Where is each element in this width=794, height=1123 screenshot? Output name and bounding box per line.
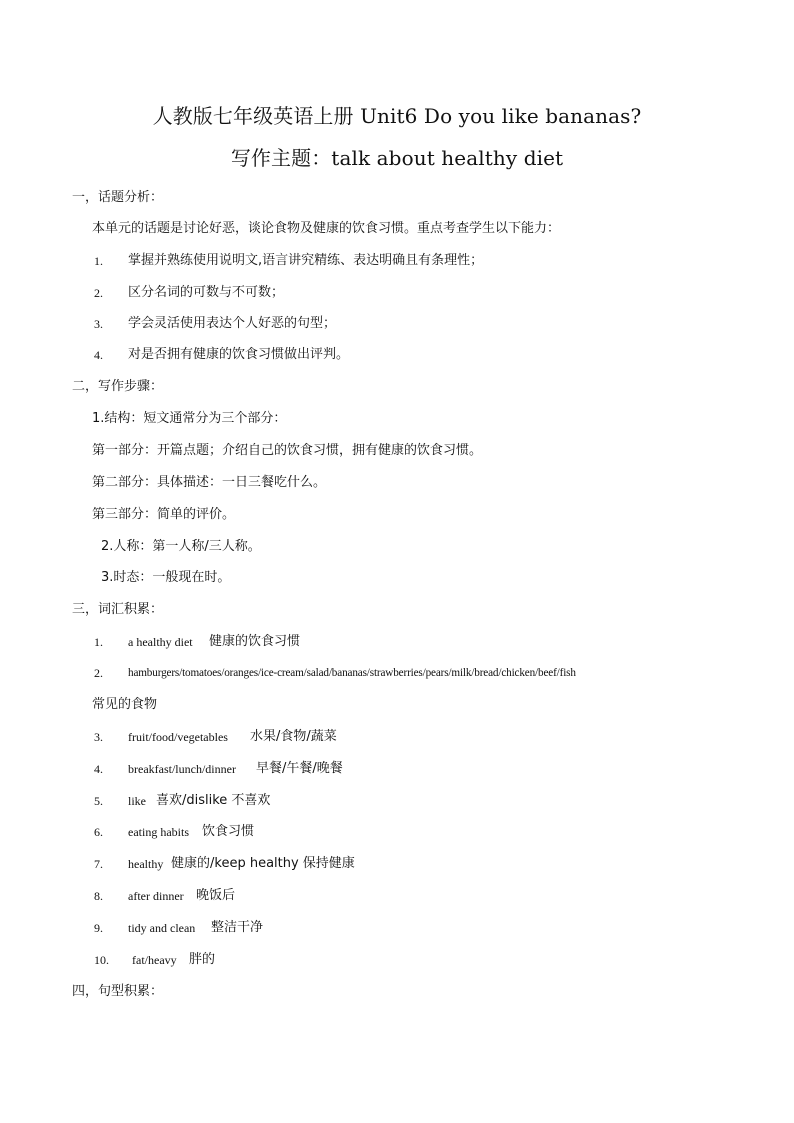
vocab-item-number: 7. (94, 857, 103, 871)
document-title: 人教版七年级英语上册 Unit6 Do you like bananas? (152, 104, 642, 128)
topic-item-number: 4. (94, 348, 103, 362)
vocab-item-number: 8. (94, 889, 103, 903)
writing-step-line: 第一部分：开篇点题；介绍自己的饮食习惯，拥有健康的饮食习惯。 (92, 443, 483, 458)
section-heading-vocabulary: 三，词汇积累： (72, 602, 164, 617)
vocab-item-zh: 常见的食物 (92, 697, 158, 712)
vocab-item-number: 4. (94, 762, 103, 776)
vocab-item-en: a healthy diet (128, 635, 193, 649)
vocab-item-zh: 健康的/keep healthy 保持健康 (171, 856, 355, 871)
topic-item-number: 3. (94, 317, 103, 331)
vocab-item-zh: 饮食习惯 (202, 824, 255, 839)
writing-step-line: 第三部分：简单的评价。 (92, 507, 236, 522)
topic-analysis-intro: 本单元的话题是讨论好恶，谈论食物及健康的饮食习惯。重点考查学生以下能力： (92, 221, 561, 236)
vocab-item-zh: 早餐/午餐/晚餐 (256, 761, 343, 776)
vocab-item-zh: 水果/食物/蔬菜 (250, 729, 337, 744)
vocab-item-number: 5. (94, 794, 103, 808)
topic-item-text: 掌握并熟练使用说明文,语言讲究精练、表达明确且有条理性； (128, 253, 484, 268)
topic-item-text: 对是否拥有健康的饮食习惯做出评判。 (128, 347, 350, 362)
topic-item-text: 学会灵活使用表达个人好恶的句型； (128, 316, 337, 331)
vocab-item-number: 10. (94, 953, 109, 967)
vocab-item-zh: 整洁干净 (211, 920, 264, 935)
writing-step-line: 2.人称：第一人称/三人称。 (101, 539, 261, 554)
section-heading-topic-analysis: 一，话题分析： (72, 190, 164, 205)
topic-item-text: 区分名词的可数与不可数； (128, 285, 285, 300)
document-subtitle: 写作主题：talk about healthy diet (230, 146, 564, 170)
vocab-item-en: after dinner (128, 889, 184, 903)
vocab-item-zh: 胖的 (189, 952, 216, 967)
vocab-item-number: 6. (94, 825, 103, 839)
vocab-item-en: like (128, 794, 146, 808)
vocab-item-en: breakfast/lunch/dinner (128, 762, 236, 776)
writing-step-line: 3.时态：一般现在时。 (101, 570, 231, 585)
vocab-item-zh: 健康的饮食习惯 (209, 634, 301, 649)
vocab-item-en: hamburgers/tomatoes/oranges/ice-cream/salad/bananas/strawberries/pears/milk/bread/chicken/beef/fish (128, 667, 576, 679)
section-heading-sentence-patterns: 四，句型积累： (72, 984, 164, 999)
vocab-item-number: 1. (94, 635, 103, 649)
section-heading-writing-steps: 二，写作步骤： (72, 379, 164, 394)
writing-step-line: 1.结构：短文通常分为三个部分： (92, 411, 287, 426)
vocab-item-number: 2. (94, 666, 103, 680)
vocab-item-number: 3. (94, 730, 103, 744)
vocab-item-zh: 晚饭后 (196, 888, 236, 903)
vocab-item-en: fat/heavy (132, 953, 177, 967)
vocab-item-en: tidy and clean (128, 921, 196, 935)
vocab-item-zh: 喜欢/dislike 不喜欢 (156, 793, 271, 808)
vocab-item-number: 9. (94, 921, 103, 935)
writing-step-line: 第二部分：具体描述：一日三餐吃什么。 (92, 475, 327, 490)
topic-item-number: 2. (94, 286, 103, 300)
vocab-item-en: fruit/food/vegetables (128, 730, 228, 744)
vocab-item-en: eating habits (128, 825, 189, 839)
vocab-item-en: healthy (128, 857, 164, 871)
topic-item-number: 1. (94, 254, 103, 268)
